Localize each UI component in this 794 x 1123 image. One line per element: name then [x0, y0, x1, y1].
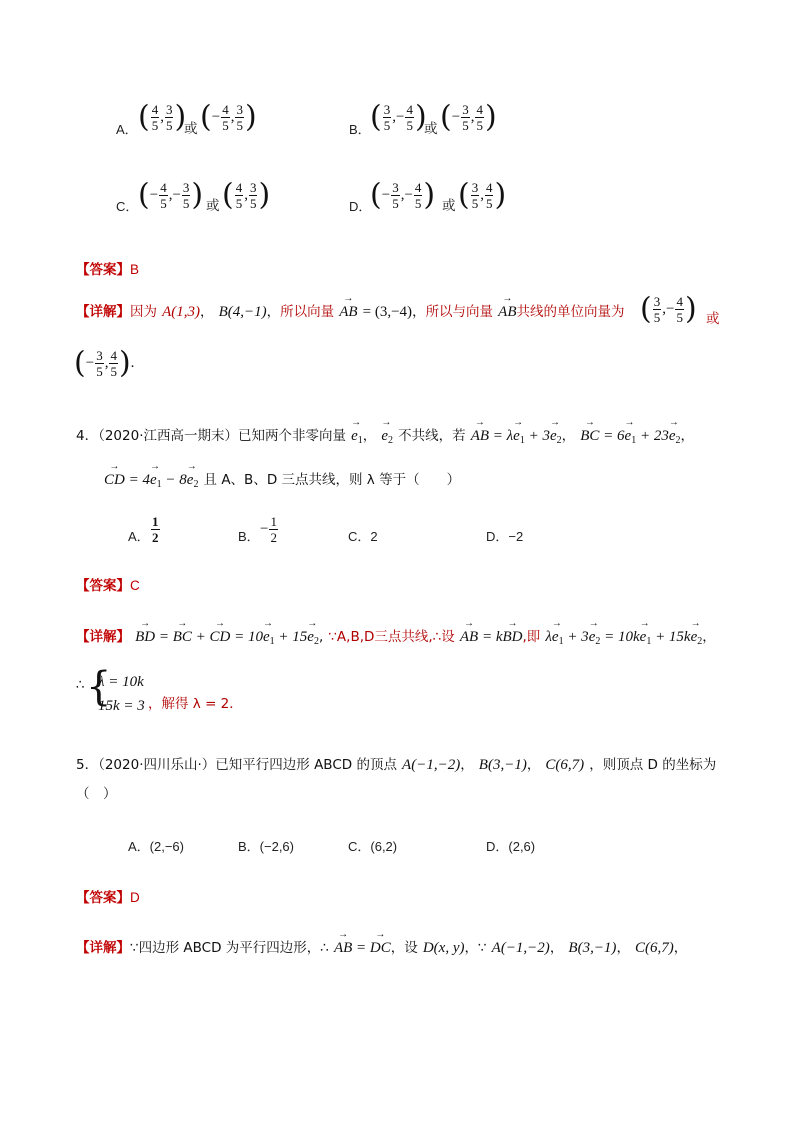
vec-ab-value: = (3,−4) — [362, 304, 413, 320]
q3-detail-or: 或 — [706, 311, 720, 327]
q4-option-a-math: $\frac{1}{2}$ — [152, 514, 159, 545]
q5-option-c: C．(6,2) — [348, 839, 398, 854]
q5-stem-suffix: ，则顶点 D 的坐标为 — [589, 757, 717, 773]
q4-detail-line1: 【详解】 → BD = → BC + → CD = $10\to e_1 + 15\to e_2$, ∵A,B,D三点共线,∴设 → AB = k→ BD,即 $\lambda\to e_1 + 3\to e_2 = 10k\to e_1 + 15k\to e_2$， — [76, 625, 716, 647]
q5-answer — [76, 886, 140, 906]
detail-text: ，∵ — [464, 940, 487, 956]
q4-option-c: C．2 — [348, 529, 378, 544]
answer-tag: 【答案】 — [76, 890, 130, 906]
detail-text: 所以向量 — [280, 304, 335, 320]
q4-stem-line1: 4．（2020·江西高一期末）已知两个非零向量 → $e_1$， → $e_2$ 不共线，若 → AB = $\lambda\to e_1 + 3\to e_2$， → BC = $6\to e_1 + 23\to e_2$， — [76, 424, 694, 446]
point-b: B(4,−1) — [218, 304, 267, 320]
q3-detail-line1: 【详解】因为 A(1,3)， B(4,−1)，所以向量 → AB = (3,−4)，所以与向量 → AB共线的单位向量为 — [76, 300, 624, 321]
q3-option-c-label: C． — [116, 199, 139, 214]
answer-value: C — [130, 578, 140, 593]
q3-option-a-math2: (− $\frac{4}{5}$ , $\frac{3}{5}$ ) — [200, 99, 257, 135]
q3-option-d-conj: 或 — [442, 198, 456, 214]
q3-option-d-math2: ( $\frac{3}{5}$ , $\frac{4}{5}$ ) — [458, 177, 507, 213]
q3-option-c-math: (− $\frac{4}{5}$ ,− $\frac{3}{5}$ ) — [138, 177, 204, 213]
q3-option-a-conj: 或 — [184, 121, 198, 137]
q4-option-a-label: A． — [128, 529, 150, 544]
q4-stem-end: 且 A、B、D 三点共线，则 λ 等于（ ） — [203, 472, 461, 488]
detail-text: 所以与向量 — [425, 304, 494, 320]
q5-detail-line1: 【详解】∵四边形 ABCD 为平行四边形，∴ → AB = → DC，设 D(x, y)，∵ A(−1,−2)， B(3,−1)， C(6,7)， — [76, 936, 687, 957]
q4-answer — [76, 574, 140, 594]
q3-option-b-label: B． — [349, 122, 371, 137]
q4-option-d: D．−2 — [486, 529, 524, 544]
q4-stem-prefix: 4．（2020·江西高一期末）已知两个非零向量 — [76, 428, 346, 444]
q4-option-b-math: − $\frac{1}{2}$ — [260, 514, 277, 545]
detail-tag: 【详解】 — [76, 304, 130, 320]
detail-tag: 【详解】 — [76, 629, 130, 645]
q3-option-b-math2: (− $\frac{3}{5}$ , $\frac{4}{5}$ ) — [440, 99, 497, 135]
q3-answer — [76, 258, 139, 278]
q5-stem-prefix: 5．（2020·四川乐山·）已知平行四边形 ABCD 的顶点 — [76, 757, 397, 773]
q3-option-c-conj: 或 — [206, 198, 220, 214]
q3-option-c-math2: ( $\frac{4}{5}$ , $\frac{3}{5}$ ) — [222, 177, 271, 213]
q3-option-d-label: D． — [349, 199, 372, 214]
q3-unit-vector-1: ( $\frac{3}{5}$ ,− $\frac{4}{5}$ ) — [640, 291, 697, 327]
answer-tag: 【答案】 — [76, 578, 130, 594]
q4-option-b-label: B． — [238, 529, 260, 544]
point-a: A(1,3) — [162, 304, 200, 320]
answer-tag: 【答案】 — [76, 262, 130, 278]
q4-stem-mid: 不共线，若 — [398, 428, 466, 444]
q5-stem-line1: 5．（2020·四川乐山·）已知平行四边形 ABCD 的顶点 A(−1,−2)， B(3,−1)， C(6,7) ，则顶点 D 的坐标为 — [76, 757, 717, 773]
q3-option-b-math: ( $\frac{3}{5}$ ,− $\frac{4}{5}$ ) — [370, 99, 427, 135]
q5-option-a: A．(2,−6) — [128, 839, 184, 854]
detail-text: ∵A,B,D三点共线,∴设 — [328, 629, 455, 645]
detail-text: ,即 — [522, 629, 541, 645]
q3-option-a-math: ( $\frac{4}{5}$ , $\frac{3}{5}$ ) — [138, 99, 187, 135]
q4-detail-line2 — [76, 674, 85, 693]
q3-option-b-conj: 或 — [424, 121, 438, 137]
answer-value: D — [130, 890, 140, 905]
q5-option-d: D．(2,6) — [486, 839, 536, 854]
detail-tag: 【详解】 — [76, 940, 130, 956]
q3-option-d-math: (− $\frac{3}{5}$ ,− $\frac{4}{5}$ ) — [370, 177, 436, 213]
detail-text: ∵四边形 ABCD 为平行四边形，∴ — [130, 940, 329, 956]
q4-stem-line2: → CD = $4\to e_1 - 8\to e_2$ 且 A、B、D 三点共线，则 λ 等于（ ） — [104, 468, 460, 490]
q5-option-b: B．(−2,6) — [238, 839, 294, 854]
q5-stem-line2: （ ） — [76, 786, 117, 802]
detail-text: ，设 — [390, 940, 418, 956]
q4-solve-prefix: ∴ — [76, 677, 85, 693]
q3-option-a-label: A． — [116, 122, 138, 137]
detail-text: 共线的单位向量为 — [516, 304, 625, 320]
q3-unit-vector-2: (− $\frac{3}{5}$ , $\frac{4}{5}$ ). — [74, 345, 135, 381]
detail-text: 因为 — [130, 304, 157, 320]
q4-solve-text: ，解得 λ = 2． — [148, 696, 243, 712]
answer-value: B — [130, 262, 140, 277]
